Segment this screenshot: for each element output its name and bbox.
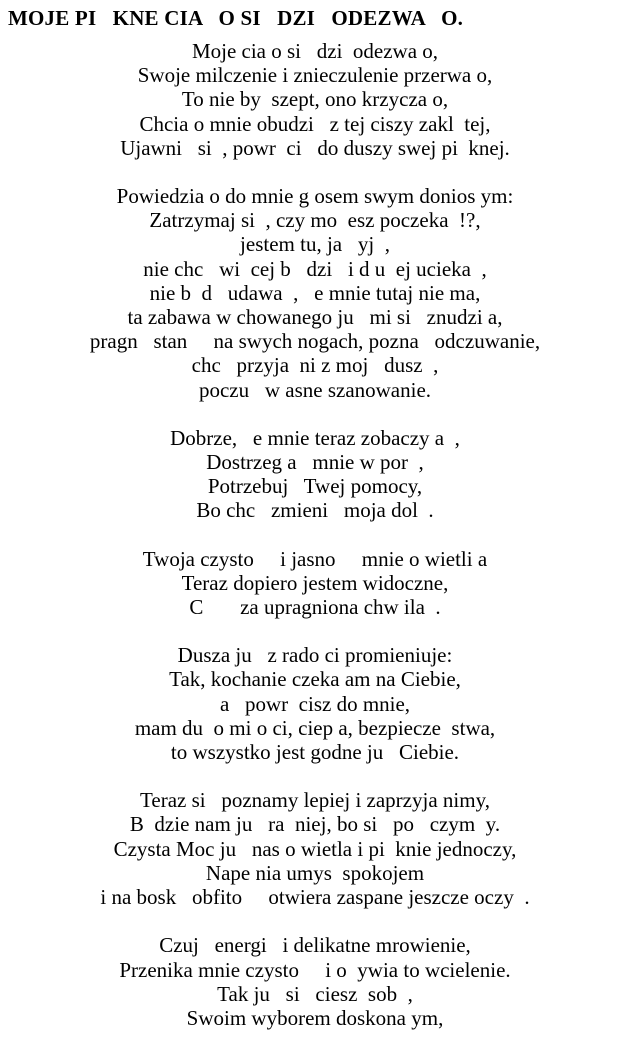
poem-line: Czuj energi i delikatne mrowienie,: [159, 933, 471, 958]
stanza: [0, 643, 630, 764]
poem-line: Twoja czysto i jasno mnie o wietli a: [142, 546, 488, 571]
stanza: [0, 426, 630, 523]
poem-line: Swoje milczenie i znieczulenie przerwa o,: [137, 63, 493, 88]
poem-line: To nie by szept, ono krzycza o,: [181, 87, 449, 112]
poem-line: Powiedzia o do mnie g osem swym donios ym:: [116, 184, 514, 209]
poem-line: Teraz dopiero jestem widoczne,: [181, 570, 449, 595]
poem-line: Potrzebuj Twej pomocy,: [207, 474, 423, 499]
stanza: [0, 933, 630, 1030]
poem-title: MOJE PI KNE CIA O SI DZI ODEZWA O.: [8, 6, 464, 30]
poem-line: Nape nia umys spokojem: [205, 860, 425, 885]
poem-line: Dobrze, e mnie teraz zobaczy a ,: [170, 425, 460, 450]
poem-line: mam du o mi o ci, ciep a, bezpiecze stwa,: [134, 715, 496, 740]
stanza: [0, 184, 630, 402]
poem-line: ta zabawa w chowanego ju mi si znudzi a,: [127, 305, 503, 330]
poem-line: Tak ju si ciesz sob ,: [217, 981, 413, 1006]
stanza: [0, 547, 630, 620]
poem-line: nie b d udawa , e mnie tutaj nie ma,: [149, 280, 481, 305]
poem-line: nie chc wi cej b dzi i d u ej ucieka ,: [143, 256, 487, 281]
poem-line: pragn stan na swych nogach, pozna odczuwanie,: [89, 329, 541, 354]
stanza: [0, 39, 630, 160]
poem-line: poczu w asne szanowanie.: [198, 377, 432, 402]
poem-line: Czysta Moc ju nas o wietla i pi knie jednoczy,: [113, 836, 517, 861]
poem-line: jestem tu, ja yj ,: [240, 232, 390, 257]
poem-line: Dostrzeg a mnie w por ,: [206, 450, 424, 475]
poem-line: Przenika mnie czysto i o ywia to wcielenie.: [119, 957, 511, 982]
poem-line: a powr cisz do mnie,: [219, 691, 411, 716]
poem-body: [0, 39, 630, 1054]
poem-line: i na bosk obfito otwiera zaspane jeszcze oczy .: [100, 885, 530, 910]
poem-line: Tak, kochanie czeka am na Ciebie,: [169, 667, 461, 692]
poem-line: Chcia o mnie obudzi z tej ciszy zakl tej,: [139, 111, 491, 136]
poem-line: Zatrzymaj si , czy mo esz poczeka !?,: [149, 208, 481, 233]
poem-line: Teraz si poznamy lepiej i zaprzyja nimy,: [140, 788, 490, 813]
poem-line: Swoim wyborem doskona ym,: [186, 1005, 444, 1030]
poem-line: Dusza ju z rado ci promieniuje:: [177, 643, 453, 668]
poem-line: chc przyja ni z moj dusz ,: [191, 353, 439, 378]
poem-line: B dzie nam ju ra niej, bo si po czym y.: [129, 812, 501, 837]
poem-line: Ujawni si , powr ci do duszy swej pi knej.: [120, 135, 510, 160]
stanza: [0, 788, 630, 909]
poem-line: Bo chc zmieni moja dol .: [196, 498, 434, 523]
poem-line: Moje cia o si dzi odezwa o,: [191, 39, 439, 63]
poem-line: C za upragniona chw ila .: [189, 595, 441, 620]
poem-line: to wszystko jest godne ju Ciebie.: [170, 740, 460, 765]
